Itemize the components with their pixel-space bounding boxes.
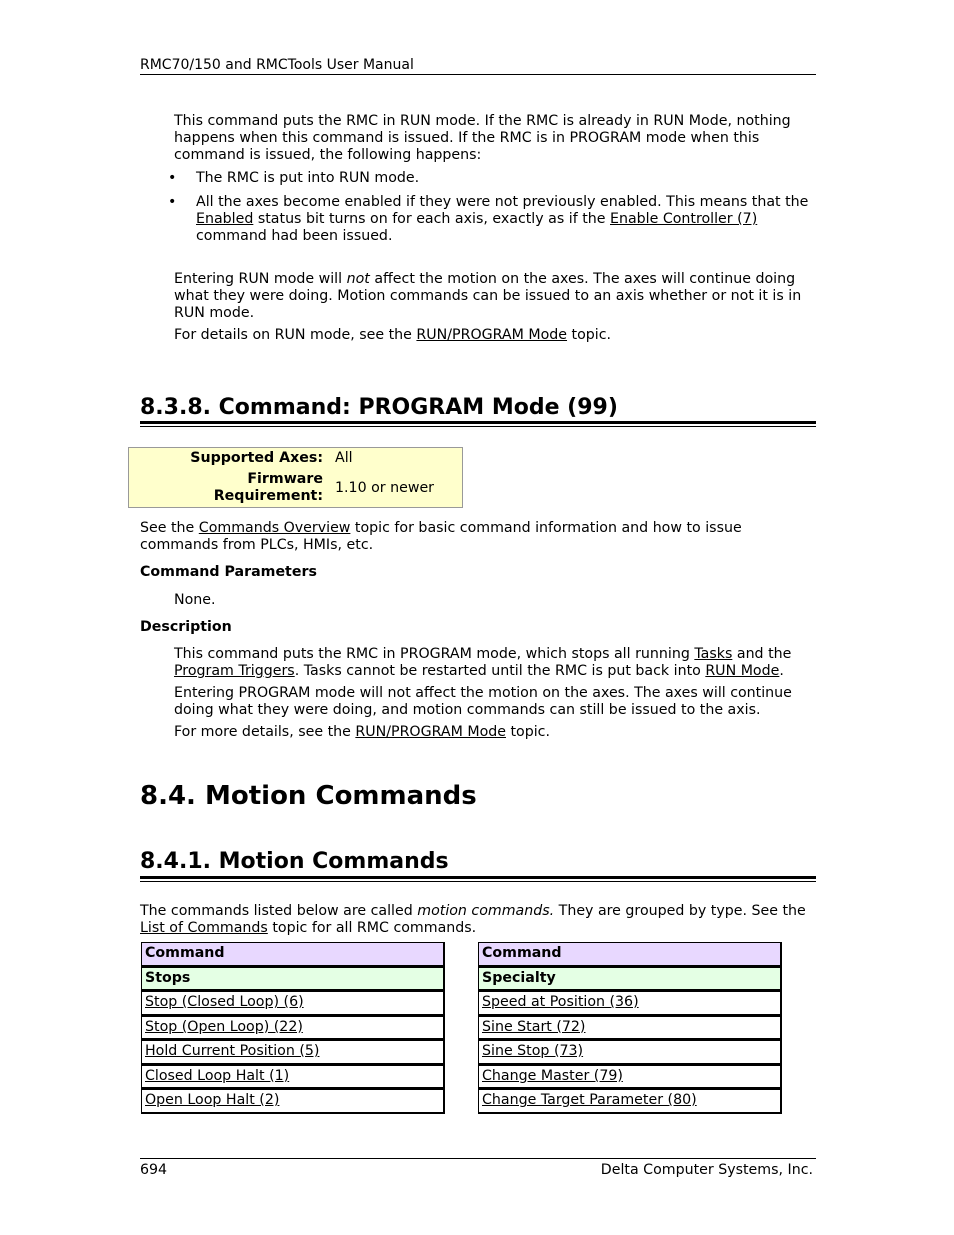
command-link[interactable]: Sine Stop (73): [482, 1043, 584, 1060]
motion-intro: The commands listed below are called motion commands. They are grouped by type. See the List of Commands topic for all RMC commands.: [140, 903, 806, 936]
chapter-heading-motion-commands: 8.4. Motion Commands: [140, 781, 477, 811]
command-link[interactable]: Hold Current Position (5): [145, 1043, 320, 1060]
firmware-label: Firmware Requirement:: [213, 471, 323, 504]
table-row: [478, 991, 782, 1016]
stops-command-table: [141, 942, 445, 1114]
description-para-2: Entering PROGRAM mode will not affect the motion on the axes. The axes will continue doing what they were doing, and motion commands can still be issued to the axis.: [174, 685, 792, 718]
table-header: Command: [141, 942, 445, 967]
command-link[interactable]: Stop (Closed Loop) (6): [145, 994, 304, 1011]
table-row: [141, 1089, 445, 1114]
enabled-link[interactable]: Enabled: [196, 211, 254, 227]
section-rule: [140, 421, 816, 427]
specialty-command-table: [478, 942, 782, 1114]
header-rule: [140, 74, 816, 75]
running-header: RMC70/150 and RMCTools User Manual: [140, 57, 414, 73]
run-mode-details: For details on RUN mode, see the RUN/PROGRAM Mode topic.: [174, 327, 612, 343]
section-heading-program-mode: 8.3.8. Command: PROGRAM Mode (99): [140, 395, 618, 420]
section-rule: [140, 876, 816, 882]
run-mode-note: Entering RUN mode will not affect the motion on the axes. The axes will continue doing what they were doing. Motion commands can be issued to an axis whether or not it is in RUN mode.: [174, 271, 802, 321]
supported-axes-value: All: [335, 450, 353, 466]
table-row: [141, 991, 445, 1016]
command-link[interactable]: Stop (Open Loop) (22): [145, 1018, 303, 1035]
program-triggers-link[interactable]: Program Triggers: [174, 663, 295, 679]
info-table: [128, 447, 463, 508]
table-row: [141, 1016, 445, 1041]
run-program-mode-link[interactable]: RUN/PROGRAM Mode: [416, 327, 568, 343]
list-of-commands-link[interactable]: List of Commands: [140, 920, 268, 936]
command-link[interactable]: Open Loop Halt (2): [145, 1092, 280, 1109]
run-mode-link[interactable]: RUN Mode: [705, 663, 780, 679]
command-link[interactable]: Change Master (79): [482, 1067, 623, 1084]
footer-company: Delta Computer Systems, Inc.: [600, 1162, 813, 1178]
see-commands-overview: See the Commands Overview topic for basic command information and how to issue commands from PLCs, HMIs, etc.: [140, 520, 742, 553]
list-item: • All the axes become enabled if they were not previously enabled. This means that the Enabled status bit turns on for each axis, exactly as if the Enable Controller (7) command had been issued.: [168, 194, 809, 244]
table-row: [141, 1040, 445, 1065]
description-para-3: For more details, see the RUN/PROGRAM Mode topic.: [174, 724, 550, 740]
description-heading: Description: [140, 619, 232, 635]
table-group-specialty: Specialty: [478, 967, 782, 992]
list-item: • The RMC is put into RUN mode.: [168, 170, 420, 186]
command-link[interactable]: Sine Start (72): [482, 1018, 586, 1035]
tasks-link[interactable]: Tasks: [694, 646, 733, 662]
table-row: [478, 1040, 782, 1065]
command-link[interactable]: Change Target Parameter (80): [482, 1092, 697, 1109]
table-group-stops: Stops: [141, 967, 445, 992]
firmware-value: 1.10 or newer: [335, 479, 435, 496]
table-row: [478, 1016, 782, 1041]
command-link[interactable]: Closed Loop Halt (1): [145, 1067, 290, 1084]
enable-controller-link[interactable]: Enable Controller (7): [610, 211, 758, 227]
command-link[interactable]: Speed at Position (36): [482, 994, 639, 1011]
command-parameters-heading: Command Parameters: [140, 564, 317, 580]
description-para-1: This command puts the RMC in PROGRAM mode, which stops all running Tasks and the Program Triggers. Tasks cannot be restarted until the RMC is put back into RUN Mode.: [174, 646, 792, 679]
section-heading-motion-commands: 8.4.1. Motion Commands: [140, 849, 449, 874]
footer-rule: [140, 1158, 816, 1159]
table-row: [478, 1065, 782, 1090]
table-row: [141, 1065, 445, 1090]
page-number: 694: [140, 1162, 168, 1178]
table-header: Command: [478, 942, 782, 967]
supported-axes-label: Supported Axes:: [190, 450, 323, 466]
table-row: [478, 1089, 782, 1114]
run-mode-bullets: [168, 170, 814, 252]
command-parameters-value: None.: [174, 592, 216, 608]
run-program-mode-link-2[interactable]: RUN/PROGRAM Mode: [355, 724, 506, 740]
run-mode-intro: This command puts the RMC in RUN mode. If the RMC is already in RUN Mode, nothing happens when this command is issued. If the RMC is in PROGRAM mode when this command is issued, the following happens:: [174, 113, 791, 163]
commands-overview-link[interactable]: Commands Overview: [198, 520, 351, 536]
